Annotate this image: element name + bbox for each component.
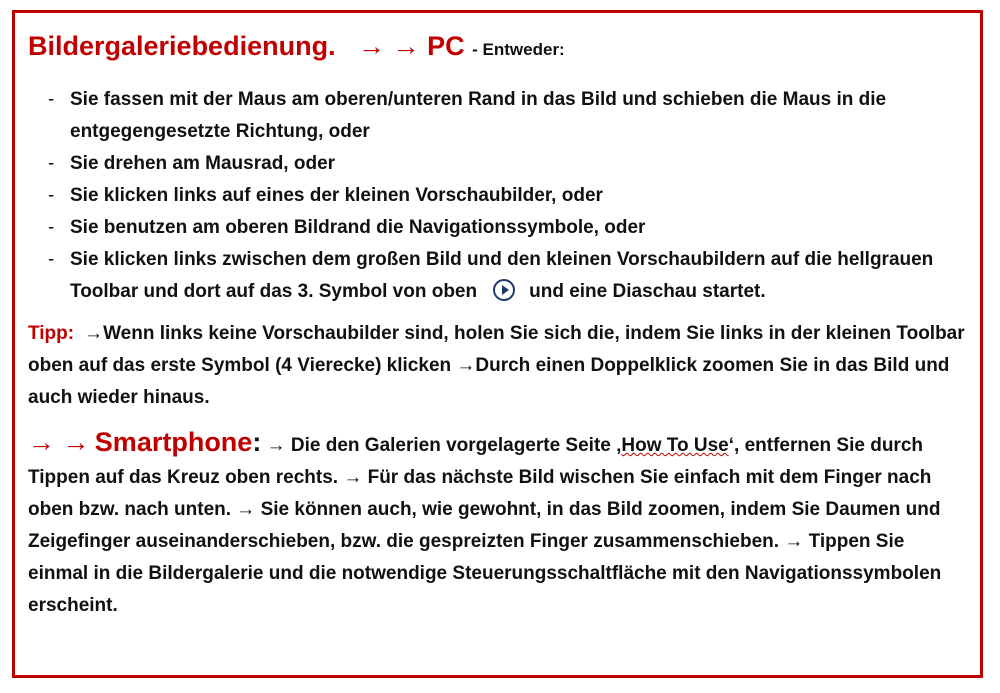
smartphone-text: ‘, entfernen Sie durch Tippen auf das Kreuz oben rechts. → Für das nächste Bild wischen Sie einfach mit dem Finger nach oben bzw. nach unten. → Sie können auch, wie gewohnt, in das Bild zoomen, indem Sie Daumen und Zeigefinger auseinanderschieben, bzw. die gespreizten Finger zusammenschieben. → Tippen Sie einmal in die Bildergalerie und die notwendige Steuerungsschaltfläche mit den Navigationssymbolen erscheint. — [28, 435, 942, 616]
list-item-text-end: und eine Diaschau startet. — [529, 281, 766, 302]
dash: - — [48, 185, 55, 206]
tip-label: Tipp: — [28, 323, 75, 344]
tip-text: →Wenn links keine Vorschaubilder sind, holen Sie sich die, indem Sie links in der kleinen Toolbar oben auf das erste Symbol (4 Vierecke) klicken →Durch einen Doppelklick zoomen Sie in das Bild und auch wieder hinaus. — [28, 323, 965, 408]
dash: - — [48, 217, 55, 238]
title-pc: PC — [427, 31, 465, 61]
title-arrows: → → — [358, 31, 420, 61]
dash: - — [48, 249, 55, 270]
title-text: Bildergaleriebedienung — [28, 31, 329, 61]
smartphone-colon: : — [252, 427, 262, 457]
page-title — [28, 29, 565, 67]
tip-paragraph — [28, 318, 968, 414]
list-item — [48, 148, 968, 180]
how-to-use-text: How To Use — [621, 435, 729, 456]
smartphone-paragraph — [28, 426, 968, 622]
list-item-text: Sie klicken links auf eines der kleinen Vorschaubilder, oder — [70, 185, 603, 206]
list-item — [48, 84, 968, 148]
list-item — [48, 212, 968, 244]
play-circle-icon — [493, 279, 515, 301]
list-item — [48, 244, 968, 308]
smartphone-arrows: → → — [28, 427, 90, 457]
dash: - — [48, 89, 55, 110]
smartphone-intro: → Die den Galerien vorgelagerte Seite ‚ — [266, 435, 622, 456]
title-dot: . — [328, 31, 336, 61]
dash: - — [48, 153, 55, 174]
pc-steps-list — [48, 84, 968, 308]
smartphone-title: Smartphone — [94, 427, 253, 457]
list-item — [48, 180, 968, 212]
list-item-text: Sie fassen mit der Maus am oberen/unteren Rand in das Bild und schieben die Maus in die entgegengesetzte Richtung, oder — [70, 89, 887, 142]
list-item-text: Sie drehen am Mausrad, oder — [70, 153, 336, 174]
list-item-text: Sie klicken links zwischen dem großen Bild und den kleinen Vorschaubildern auf die hellgrauen Toolbar und dort auf das 3. Symbol von oben — [70, 249, 934, 302]
title-subtitle: - Entweder: — [472, 40, 565, 59]
list-item-text: Sie benutzen am oberen Bildrand die Navigationssymbole, oder — [70, 217, 646, 238]
